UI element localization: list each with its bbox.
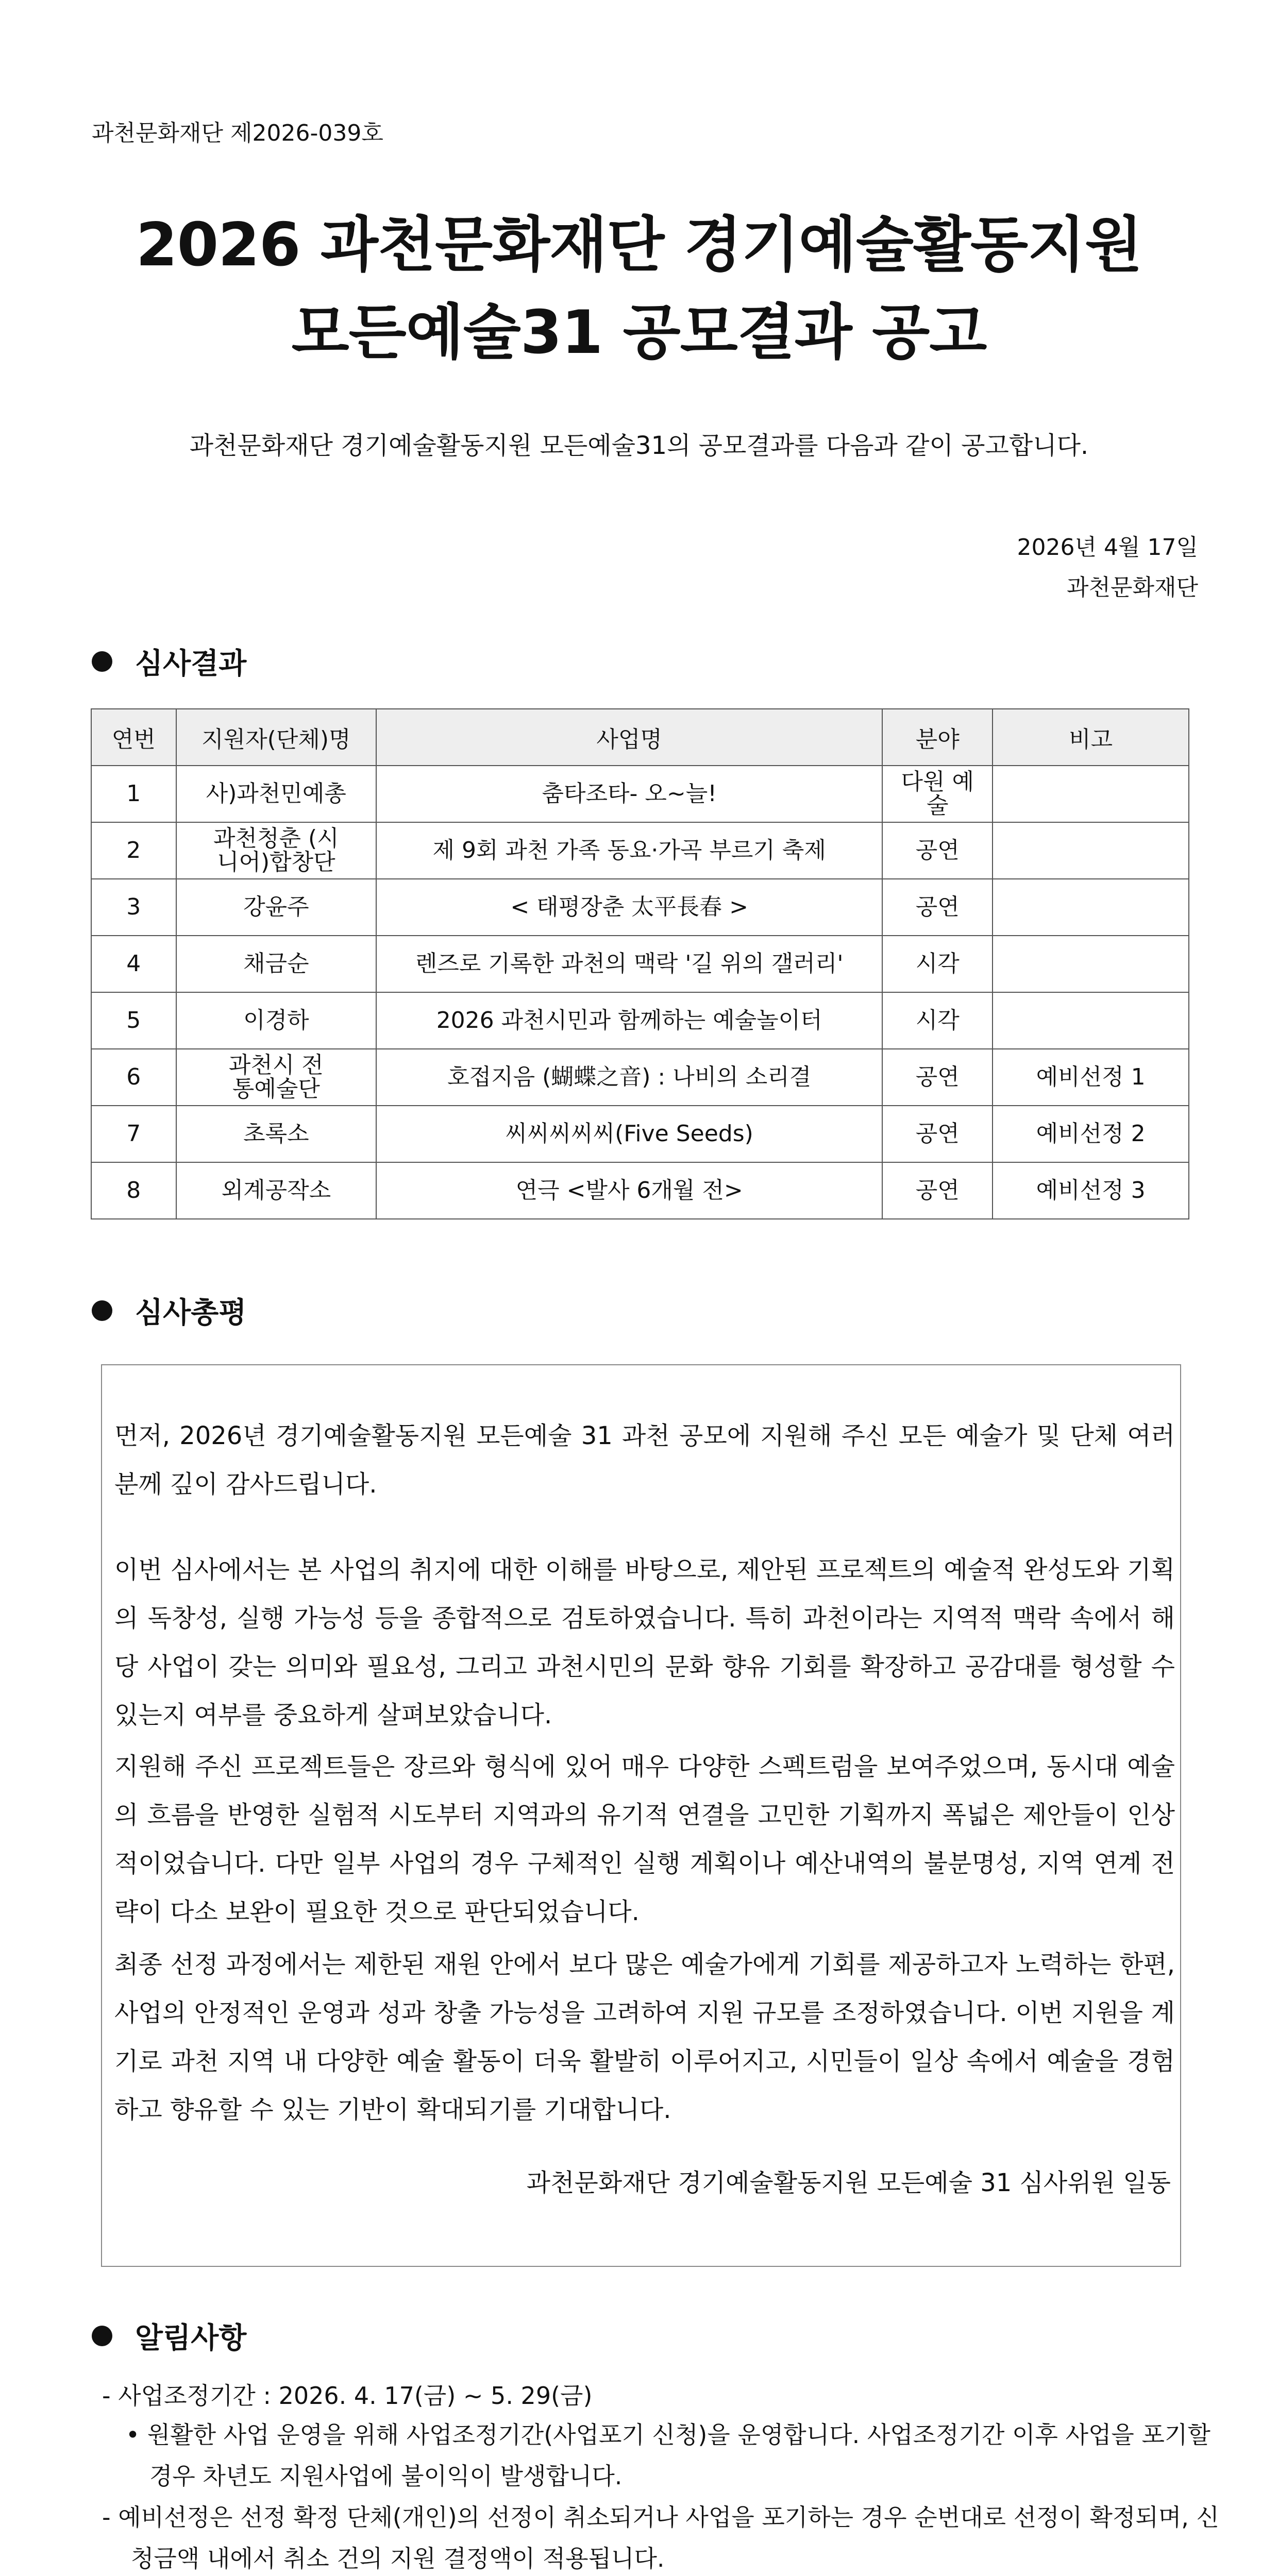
notice-subitem: • 원활한 사업 운영을 위해 사업조정기간(사업포기 신청)을 운영합니다. 사업조정기간 이후 사업을 포기할 경우 차년도 지원사업에 불이익이 발생합니다. bbox=[126, 2421, 1210, 2490]
cell-field: 공연 bbox=[882, 879, 993, 936]
cell-applicant: 과천시 전통예술단 bbox=[176, 1049, 376, 1106]
notice-item: - 사업조정기간 : 2026. 4. 17(금) ~ 5. 29(금) bbox=[102, 2382, 593, 2410]
document-number: 과천문화재단 제2026-039호 bbox=[92, 120, 383, 146]
page-title-line-2: 모든예술31 공모결과 공고 bbox=[291, 298, 987, 367]
cell-no: 4 bbox=[91, 936, 176, 992]
cell-no: 2 bbox=[91, 822, 176, 879]
section-review-heading bbox=[92, 1290, 246, 1331]
results-table bbox=[91, 708, 1189, 1219]
cell-project: 호접지음 (蝴蝶之音) : 나비의 소리결 bbox=[376, 1049, 882, 1106]
notice-item: - 예비선정은 선정 확정 단체(개인)의 선정이 취소되거나 사업을 포기하는 경우 순번대로 선정이 확정되며, 신청금액 내에서 취소 건의 지원 결정액이 적용됩니다. bbox=[102, 2503, 1219, 2572]
cell-applicant: 채금순 bbox=[176, 936, 376, 992]
cell-project: 렌즈로 기록한 과천의 맥락 '길 위의 갤러리' bbox=[376, 936, 882, 992]
cell-field: 다원 예술 bbox=[882, 766, 993, 822]
cell-note: 예비선정 1 bbox=[993, 1049, 1189, 1106]
cell-note bbox=[993, 822, 1189, 879]
bullet-icon bbox=[92, 651, 112, 672]
cell-no: 7 bbox=[91, 1106, 176, 1162]
section-notice-heading bbox=[92, 2315, 246, 2357]
section-notice-label: 알림사항 bbox=[135, 2321, 247, 2355]
table-row bbox=[91, 766, 1189, 822]
cell-applicant: 강윤주 bbox=[176, 879, 376, 936]
cell-project: 씨씨씨씨씨(Five Seeds) bbox=[376, 1106, 882, 1162]
cell-no: 6 bbox=[91, 1049, 176, 1106]
review-paragraph: 지원해 주신 프로젝트들은 장르와 형식에 있어 매우 다양한 스펙트럼을 보여주었으며, 동시대 예술의 흐름을 반영한 실험적 시도부터 지역과의 유기적 연결을 고민한 기획까지 폭넓은 제안들이 인상적이었습니다. 다만 일부 사업의 경우 구체적인 실행 계획이나 예산내역의 불분명성, 지역 연계 전략이 다소 보완이 필요한 것으로 판단되었습니다. bbox=[114, 1752, 1175, 1926]
cell-field: 공연 bbox=[882, 1106, 993, 1162]
organization-name: 과천문화재단 bbox=[1066, 574, 1198, 601]
review-paragraph: 먼저, 2026년 경기예술활동지원 모든예술 31 과천 공모에 지원해 주신 모든 예술가 및 단체 여러분께 깊이 감사드립니다. bbox=[114, 1421, 1175, 1499]
cell-no: 5 bbox=[91, 992, 176, 1049]
header-project: 사업명 bbox=[376, 709, 882, 766]
cell-note bbox=[993, 992, 1189, 1049]
table-row bbox=[91, 1106, 1189, 1162]
header-no: 연번 bbox=[91, 709, 176, 766]
cell-note bbox=[993, 766, 1189, 822]
bullet-icon bbox=[92, 2326, 112, 2346]
cell-project: 제 9회 과천 가족 동요·가곡 부르기 축제 bbox=[376, 822, 882, 879]
cell-no: 8 bbox=[91, 1162, 176, 1219]
review-signature: 과천문화재단 경기예술활동지원 모든예술 31 심사위원 일동 bbox=[526, 2168, 1171, 2197]
section-results-heading bbox=[92, 641, 246, 682]
table-header-row bbox=[91, 709, 1189, 766]
section-results-label: 심사결과 bbox=[135, 647, 247, 681]
cell-applicant: 과천청춘 (시니어)합창단 bbox=[176, 822, 376, 879]
header-applicant: 지원자(단체)명 bbox=[176, 709, 376, 766]
header-note: 비고 bbox=[993, 709, 1189, 766]
cell-applicant: 이경하 bbox=[176, 992, 376, 1049]
cell-note bbox=[993, 936, 1189, 992]
cell-field: 시각 bbox=[882, 992, 993, 1049]
cell-project: 춤타조타- 오~늘! bbox=[376, 766, 882, 822]
cell-field: 시각 bbox=[882, 936, 993, 992]
cell-no: 3 bbox=[91, 879, 176, 936]
cell-applicant: 외계공작소 bbox=[176, 1162, 376, 1219]
cell-applicant: 초록소 bbox=[176, 1106, 376, 1162]
review-paragraph: 이번 심사에서는 본 사업의 취지에 대한 이해를 바탕으로, 제안된 프로젝트의 예술적 완성도와 기획의 독창성, 실행 가능성 등을 종합적으로 검토하였습니다. 특히 과천이라는 지역적 맥락 속에서 해당 사업이 갖는 의미와 필요성, 그리고 과천시민의 문화 향유 기회를 확장하고 공감대를 형성할 수 있는지 여부를 중요하게 살펴보았습니다. bbox=[114, 1555, 1175, 1730]
header-field: 분야 bbox=[882, 709, 993, 766]
table-row bbox=[91, 1162, 1189, 1219]
bullet-icon bbox=[92, 1300, 112, 1321]
page-title-line-1: 2026 과천문화재단 경기예술활동지원 bbox=[136, 210, 1142, 280]
cell-no: 1 bbox=[91, 766, 176, 822]
cell-applicant: 사)과천민예총 bbox=[176, 766, 376, 822]
cell-note: 예비선정 3 bbox=[993, 1162, 1189, 1219]
cell-field: 공연 bbox=[882, 1049, 993, 1106]
cell-field: 공연 bbox=[882, 822, 993, 879]
section-review-label: 심사총평 bbox=[135, 1296, 247, 1330]
cell-project: 2026 과천시민과 함께하는 예술놀이터 bbox=[376, 992, 882, 1049]
announcement-date: 2026년 4월 17일 bbox=[1017, 534, 1198, 561]
table-row bbox=[91, 822, 1189, 879]
table-row bbox=[91, 936, 1189, 992]
table-row bbox=[91, 1049, 1189, 1106]
table-row bbox=[91, 992, 1189, 1049]
cell-project: < 태평장춘 太平長春 > bbox=[376, 879, 882, 936]
cell-project: 연극 <발사 6개월 전> bbox=[376, 1162, 882, 1219]
table-row bbox=[91, 879, 1189, 936]
cell-note: 예비선정 2 bbox=[993, 1106, 1189, 1162]
cell-field: 공연 bbox=[882, 1162, 993, 1219]
cell-note bbox=[993, 879, 1189, 936]
review-paragraph: 최종 선정 과정에서는 제한된 재원 안에서 보다 많은 예술가에게 기회를 제공하고자 노력하는 한편, 사업의 안정적인 운영과 성과 창출 가능성을 고려하여 지원 규모를 조정하였습니다. 이번 지원을 계기로 과천 지역 내 다양한 예술 활동이 더욱 활발히 이루어지고, 시민들이 일상 속에서 예술을 경험하고 향유할 수 있는 기반이 확대되기를 기대합니다. bbox=[114, 1950, 1175, 2124]
intro-text: 과천문화재단 경기예술활동지원 모든예술31의 공모결과를 다음과 같이 공고합니다. bbox=[189, 431, 1089, 460]
